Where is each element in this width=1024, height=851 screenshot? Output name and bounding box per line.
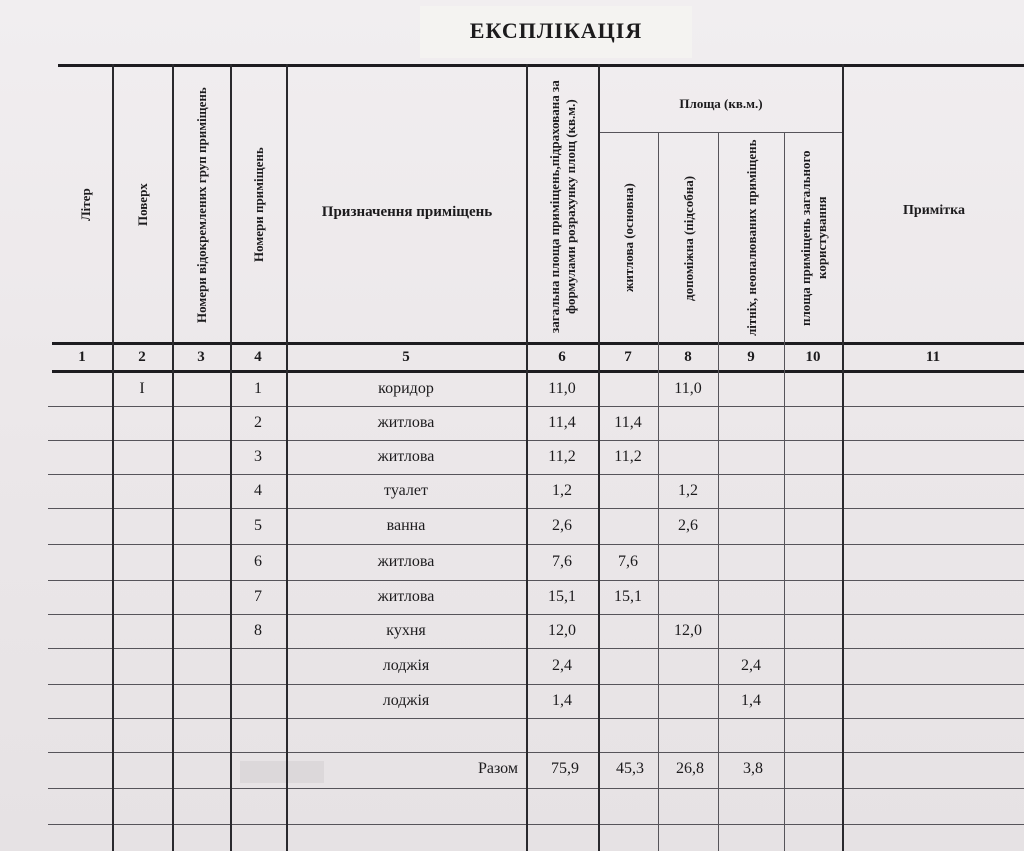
row-5-common-area — [784, 508, 842, 544]
totals-total-area: 75,9 — [551, 760, 579, 777]
row-11-living-area — [598, 718, 658, 752]
row-7-group-number — [172, 580, 230, 614]
header-liter: Літер — [78, 188, 93, 222]
row-10-summer-area: 1,4 — [741, 692, 761, 709]
row-10-common-area — [784, 684, 842, 718]
row-6-floor — [112, 544, 172, 580]
column-number-4: 4 — [254, 348, 262, 365]
header-summer: літніх, неопалюваних приміщень — [744, 139, 759, 337]
row-4-room-number: 4 — [254, 482, 262, 499]
row-4-purpose: туалет — [384, 482, 428, 499]
row-9-liter — [52, 648, 112, 684]
row-8-room-number: 8 — [254, 622, 262, 639]
row-6-room-number: 6 — [254, 553, 262, 570]
row-3-note — [842, 440, 1024, 474]
row-3-summer-area — [718, 440, 784, 474]
row-6-group-number — [172, 544, 230, 580]
column-number-8: 8 — [684, 348, 692, 365]
row-4-living-area — [598, 474, 658, 508]
row-5-floor — [112, 508, 172, 544]
column-number-9: 9 — [747, 348, 755, 365]
row-9-group-number — [172, 648, 230, 684]
row-4-total-area: 1,2 — [552, 482, 572, 499]
row-9-floor — [112, 648, 172, 684]
row-1-purpose: коридор — [378, 380, 434, 397]
row-10-living-area — [598, 684, 658, 718]
row-8-summer-area — [718, 614, 784, 648]
row-1-living-area — [598, 372, 658, 406]
row-1-note — [842, 372, 1024, 406]
row-9-living-area — [598, 648, 658, 684]
totals-auxiliary: 26,8 — [676, 760, 704, 777]
header-total-area: загальна площа приміщень,підрахована за формулами розрахунку площ (кв.м.) — [547, 80, 578, 334]
row-10-total-area: 1,4 — [552, 692, 572, 709]
column-number-6: 6 — [558, 348, 566, 365]
row-2-group-number — [172, 406, 230, 440]
totals-summer: 3,8 — [743, 760, 763, 777]
row-4-group-number — [172, 474, 230, 508]
row-4-summer-area — [718, 474, 784, 508]
row-1-auxiliary-area: 11,0 — [674, 380, 702, 397]
header-common: площа приміщень загального користування — [798, 150, 829, 326]
row-10-group-number — [172, 684, 230, 718]
row-1-room-number: 1 — [254, 380, 262, 397]
row-7-summer-area — [718, 580, 784, 614]
row-6-note — [842, 544, 1024, 580]
row-7-auxiliary-area — [658, 580, 718, 614]
row-2-note — [842, 406, 1024, 440]
row-6-liter — [52, 544, 112, 580]
row-4-note — [842, 474, 1024, 508]
row-7-liter — [52, 580, 112, 614]
column-number-2: 2 — [138, 348, 146, 365]
row-1-liter — [52, 372, 112, 406]
row-11-note — [842, 718, 1024, 752]
column-number-1: 1 — [78, 348, 86, 365]
row-2-common-area — [784, 406, 842, 440]
row-8-common-area — [784, 614, 842, 648]
row-3-total-area: 11,2 — [548, 448, 576, 465]
row-9-room-number — [230, 648, 286, 684]
row-1-total-area: 11,0 — [548, 380, 576, 397]
row-11-purpose — [286, 718, 526, 752]
row-8-floor — [112, 614, 172, 648]
row-4-common-area — [784, 474, 842, 508]
row-7-purpose: житлова — [377, 588, 435, 605]
column-number-3: 3 — [197, 348, 205, 365]
row-2-total-area: 11,4 — [548, 414, 576, 431]
row-11-common-area — [784, 718, 842, 752]
row-3-liter — [52, 440, 112, 474]
row-9-auxiliary-area — [658, 648, 718, 684]
row-8-group-number — [172, 614, 230, 648]
row-6-common-area — [784, 544, 842, 580]
row-6-auxiliary-area — [658, 544, 718, 580]
row-10-purpose: лоджія — [382, 692, 430, 709]
column-number-11: 11 — [925, 348, 941, 365]
row-3-living-area: 11,2 — [614, 448, 642, 465]
row-2-purpose: житлова — [377, 414, 435, 431]
row-5-summer-area — [718, 508, 784, 544]
row-10-room-number — [230, 684, 286, 718]
row-5-purpose: ванна — [386, 517, 426, 534]
row-2-liter — [52, 406, 112, 440]
row-5-living-area — [598, 508, 658, 544]
row-6-purpose: житлова — [377, 553, 435, 570]
header-room-numbers: Номери приміщень — [251, 147, 266, 263]
row-8-auxiliary-area: 12,0 — [674, 622, 702, 639]
totals-common — [786, 752, 844, 786]
row-4-floor — [112, 474, 172, 508]
row-6-summer-area — [718, 544, 784, 580]
header-living: житлова (основна) — [621, 183, 636, 293]
row-4-liter — [52, 474, 112, 508]
row-8-purpose: кухня — [386, 622, 426, 639]
row-3-purpose: житлова — [377, 448, 435, 465]
row-9-common-area — [784, 648, 842, 684]
row-8-note — [842, 614, 1024, 648]
row-10-note — [842, 684, 1024, 718]
row-9-note — [842, 648, 1024, 684]
row-2-room-number: 2 — [254, 414, 262, 431]
row-2-floor — [112, 406, 172, 440]
row-5-total-area: 2,6 — [552, 517, 572, 534]
row-5-auxiliary-area: 2,6 — [678, 517, 698, 534]
row-5-room-number: 5 — [254, 517, 262, 534]
header-purpose: Призначення приміщень — [321, 204, 493, 220]
row-5-liter — [52, 508, 112, 544]
row-3-floor — [112, 440, 172, 474]
row-11-summer-area — [718, 718, 784, 752]
row-9-purpose: лоджія — [382, 657, 430, 674]
row-9-summer-area: 2,4 — [741, 657, 761, 674]
row-2-living-area: 11,4 — [614, 414, 642, 431]
row-3-group-number — [172, 440, 230, 474]
row-10-floor — [112, 684, 172, 718]
row-11-auxiliary-area — [658, 718, 718, 752]
row-10-liter — [52, 684, 112, 718]
row-1-common-area — [784, 372, 842, 406]
row-7-room-number: 7 — [254, 588, 262, 605]
header-area-group: Площа (кв.м.) — [679, 96, 763, 111]
header-floor: Поверх — [135, 183, 150, 227]
row-7-floor — [112, 580, 172, 614]
row-3-auxiliary-area — [658, 440, 718, 474]
row-8-total-area: 12,0 — [548, 622, 576, 639]
row-7-common-area — [784, 580, 842, 614]
row-7-total-area: 15,1 — [548, 588, 576, 605]
row-8-living-area — [598, 614, 658, 648]
row-6-total-area: 7,6 — [552, 553, 572, 570]
column-number-7: 7 — [624, 348, 632, 365]
row-1-group-number — [172, 372, 230, 406]
document-title: ЕКСПЛІКАЦІЯ — [469, 18, 643, 43]
row-6-living-area: 7,6 — [618, 553, 638, 570]
totals-living: 45,3 — [616, 760, 644, 777]
row-8-liter — [52, 614, 112, 648]
row-3-room-number: 3 — [254, 448, 262, 465]
row-2-summer-area — [718, 406, 784, 440]
row-4-auxiliary-area: 1,2 — [678, 482, 698, 499]
row-3-common-area — [784, 440, 842, 474]
row-11-floor — [112, 718, 172, 752]
row-5-group-number — [172, 508, 230, 544]
row-1-summer-area — [718, 372, 784, 406]
row-10-auxiliary-area — [658, 684, 718, 718]
header-auxiliary: допоміжна (підсобна) — [681, 175, 696, 301]
column-number-5: 5 — [402, 348, 410, 365]
row-5-note — [842, 508, 1024, 544]
row-7-living-area: 15,1 — [614, 588, 642, 605]
row-11-group-number — [172, 718, 230, 752]
header-group-numbers: Номери відокремлених груп приміщень — [194, 87, 209, 323]
column-number-10: 10 — [805, 348, 821, 365]
totals-label: Разом — [477, 760, 518, 777]
header-note: Примітка — [903, 203, 965, 218]
row-11-total-area — [526, 718, 598, 752]
row-9-total-area: 2,4 — [552, 657, 572, 674]
row-11-liter — [52, 718, 112, 752]
row-11-room-number — [230, 718, 286, 752]
row-1-floor: I — [139, 380, 145, 397]
row-7-note — [842, 580, 1024, 614]
row-2-auxiliary-area — [658, 406, 718, 440]
